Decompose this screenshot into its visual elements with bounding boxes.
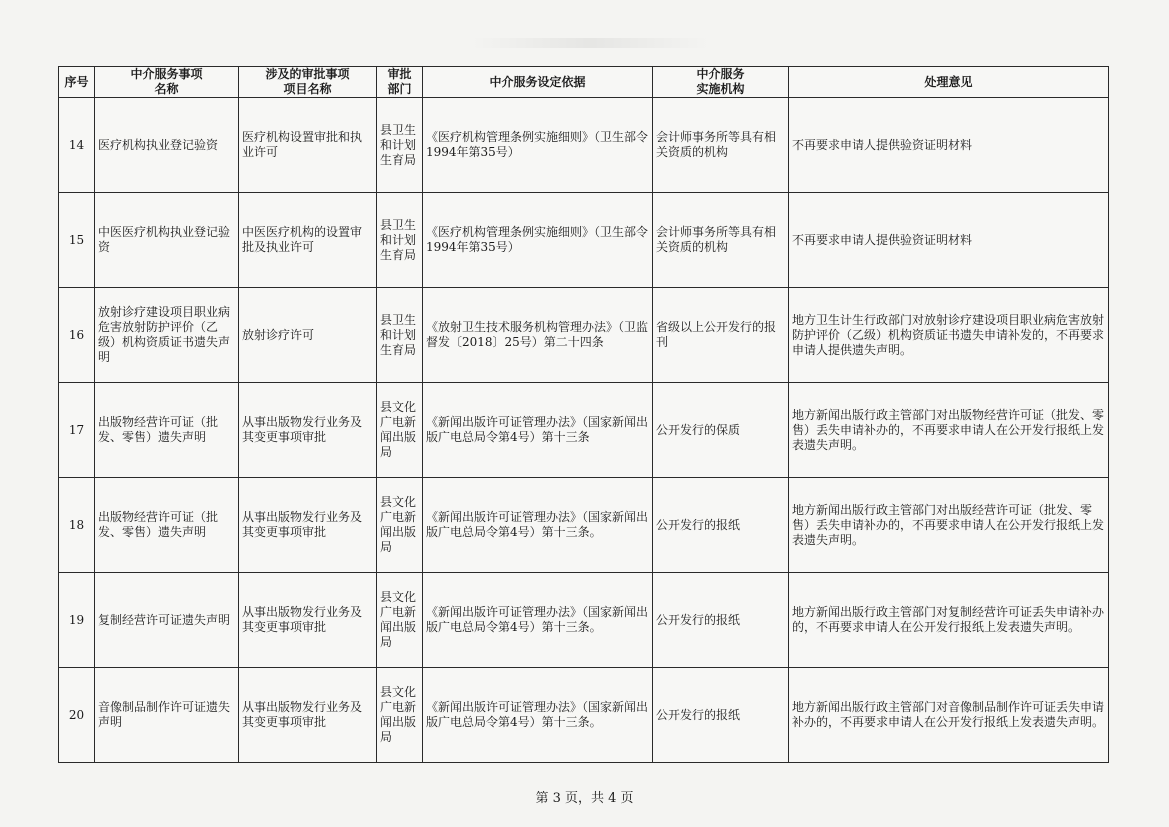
cell-approval: 中医医疗机构的设置审批及执业许可 bbox=[239, 193, 377, 288]
cell-approval: 医疗机构设置审批和执业许可 bbox=[239, 98, 377, 193]
cell-org: 公开发行的报纸 bbox=[653, 573, 789, 668]
header-opinion: 处理意见 bbox=[789, 67, 1109, 98]
cell-org: 公开发行的报纸 bbox=[653, 668, 789, 763]
table-row bbox=[59, 98, 1109, 193]
cell-dept: 县文化广电新闻出版局 bbox=[377, 478, 423, 573]
cell-no: 14 bbox=[59, 98, 95, 193]
table-row bbox=[59, 288, 1109, 383]
header-service: 中介服务事项 名称 bbox=[95, 67, 239, 98]
cell-service: 音像制品制作许可证遗失声明 bbox=[95, 668, 239, 763]
cell-service: 出版物经营许可证（批发、零售）遗失声明 bbox=[95, 383, 239, 478]
cell-service: 复制经营许可证遗失声明 bbox=[95, 573, 239, 668]
cell-no: 17 bbox=[59, 383, 95, 478]
cell-service: 中医医疗机构执业登记验资 bbox=[95, 193, 239, 288]
cell-dept: 县卫生和计划生育局 bbox=[377, 288, 423, 383]
cell-basis: 《新闻出版许可证管理办法》（国家新闻出版广电总局令第4号）第十三条。 bbox=[423, 668, 653, 763]
cell-org: 省级以上公开发行的报刊 bbox=[653, 288, 789, 383]
page-top-mark bbox=[470, 38, 710, 48]
table-row bbox=[59, 478, 1109, 573]
page-footer: 第 3 页，共 4 页 bbox=[535, 791, 634, 806]
cell-basis: 《新闻出版许可证管理办法》（国家新闻出版广电总局令第4号）第十三条。 bbox=[423, 573, 653, 668]
cell-basis: 《新闻出版许可证管理办法》（国家新闻出版广电总局令第4号）第十三条。 bbox=[423, 478, 653, 573]
cell-opinion: 地方新闻出版行政主管部门对出版物经营许可证（批发、零售）丢失申请补办的，不再要求申请人在公开发行报纸上发表遗失声明。 bbox=[789, 383, 1109, 478]
cell-basis: 《新闻出版许可证管理办法》（国家新闻出版广电总局令第4号）第十三条 bbox=[423, 383, 653, 478]
cell-dept: 县文化广电新闻出版局 bbox=[377, 668, 423, 763]
header-approval: 涉及的审批事项 项目名称 bbox=[239, 67, 377, 98]
cell-dept: 县卫生和计划生育局 bbox=[377, 98, 423, 193]
table-row bbox=[59, 573, 1109, 668]
header-basis: 中介服务设定依据 bbox=[423, 67, 653, 98]
cell-service: 医疗机构执业登记验资 bbox=[95, 98, 239, 193]
cell-basis: 《放射卫生技术服务机构管理办法》（卫监督发〔2018〕25号）第二十四条 bbox=[423, 288, 653, 383]
header-no: 序号 bbox=[59, 67, 95, 98]
cell-approval: 从事出版物发行业务及其变更事项审批 bbox=[239, 383, 377, 478]
table-row bbox=[59, 383, 1109, 478]
cell-dept: 县文化广电新闻出版局 bbox=[377, 573, 423, 668]
cell-opinion: 地方新闻出版行政主管部门对复制经营许可证丢失申请补办的，不再要求申请人在公开发行报纸上发表遗失声明。 bbox=[789, 573, 1109, 668]
cell-no: 15 bbox=[59, 193, 95, 288]
cell-opinion: 不再要求申请人提供验资证明材料 bbox=[789, 193, 1109, 288]
cell-service: 出版物经营许可证（批发、零售）遗失声明 bbox=[95, 478, 239, 573]
cell-opinion: 地方新闻出版行政主管部门对音像制品制作许可证丢失申请补办的，不再要求申请人在公开发行报纸上发表遗失声明。 bbox=[789, 668, 1109, 763]
cell-no: 18 bbox=[59, 478, 95, 573]
cell-no: 16 bbox=[59, 288, 95, 383]
cell-approval: 从事出版物发行业务及其变更事项审批 bbox=[239, 478, 377, 573]
table-row bbox=[59, 193, 1109, 288]
cell-opinion: 地方新闻出版行政主管部门对出版经营许可证（批发、零售）丢失申请补办的，不再要求申请人在公开发行报纸上发表遗失声明。 bbox=[789, 478, 1109, 573]
cell-basis: 《医疗机构管理条例实施细则》（卫生部令1994年第35号） bbox=[423, 98, 653, 193]
cell-service: 放射诊疗建设项目职业病危害放射防护评价（乙级）机构资质证书遗失声明 bbox=[95, 288, 239, 383]
cell-org: 会计师事务所等具有相关资质的机构 bbox=[653, 98, 789, 193]
cell-approval: 从事出版物发行业务及其变更事项审批 bbox=[239, 668, 377, 763]
cell-basis: 《医疗机构管理条例实施细则》（卫生部令1994年第35号） bbox=[423, 193, 653, 288]
cell-opinion: 不再要求申请人提供验资证明材料 bbox=[789, 98, 1109, 193]
intermediary-services-table bbox=[58, 66, 1109, 763]
header-org: 中介服务 实施机构 bbox=[653, 67, 789, 98]
cell-no: 20 bbox=[59, 668, 95, 763]
cell-org: 公开发行的报纸 bbox=[653, 478, 789, 573]
cell-org: 公开发行的保质 bbox=[653, 383, 789, 478]
cell-dept: 县文化广电新闻出版局 bbox=[377, 383, 423, 478]
cell-opinion: 地方卫生计生行政部门对放射诊疗建设项目职业病危害放射防护评价（乙级）机构资质证书遗失申请补发的，不再要求申请人提供遗失声明。 bbox=[789, 288, 1109, 383]
table-row bbox=[59, 668, 1109, 763]
cell-approval: 放射诊疗许可 bbox=[239, 288, 377, 383]
cell-no: 19 bbox=[59, 573, 95, 668]
table-header-row bbox=[59, 67, 1109, 98]
cell-org: 会计师事务所等具有相关资质的机构 bbox=[653, 193, 789, 288]
cell-approval: 从事出版物发行业务及其变更事项审批 bbox=[239, 573, 377, 668]
header-dept: 审批 部门 bbox=[377, 67, 423, 98]
cell-dept: 县卫生和计划生育局 bbox=[377, 193, 423, 288]
